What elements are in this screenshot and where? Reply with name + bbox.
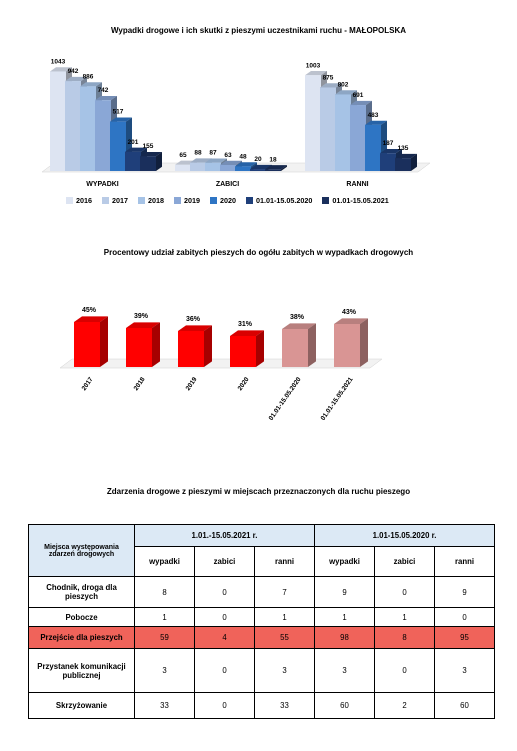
data-label: 483 [367, 111, 379, 119]
legend-swatch [322, 197, 329, 204]
table-cell: 33 [135, 693, 195, 719]
data-label: 65 [179, 151, 187, 159]
bar-front-face [74, 322, 100, 367]
data-label: 691 [352, 92, 364, 100]
table-cell: 95 [435, 627, 495, 649]
bar-side-face [308, 323, 316, 367]
col-header: zabici [375, 547, 435, 577]
data-label: 1003 [305, 62, 321, 70]
bar-front-face [220, 165, 236, 171]
table-cell: 55 [255, 627, 315, 649]
row-label: Przejście dla pieszych [29, 627, 135, 649]
period-header-2020: 1.01-15.05.2020 r. [315, 525, 495, 547]
category-label: 2017 [80, 376, 95, 392]
legend-swatch [102, 197, 109, 204]
bar-front-face [305, 75, 321, 171]
legend-label: 01.01-15.05.2021 [332, 196, 389, 205]
bar-side-face [256, 330, 264, 367]
table-cell: 0 [195, 693, 255, 719]
table-cell: 3 [255, 649, 315, 693]
bar-front-face [320, 87, 336, 171]
category-label: WYPADKI [86, 181, 119, 188]
category-label: RANNI [346, 181, 369, 188]
col-header: ranni [255, 547, 315, 577]
table-cell: 3 [135, 649, 195, 693]
table-cell: 59 [135, 627, 195, 649]
table-cell: 9 [315, 577, 375, 608]
legend-item [66, 196, 92, 205]
data-label: 36% [185, 316, 201, 323]
data-label: 45% [81, 307, 97, 314]
bar-0 [74, 316, 108, 367]
col-header: wypadki [315, 547, 375, 577]
bar-front-face [190, 163, 206, 171]
row-label: Chodnik, droga dla pieszych [29, 577, 135, 608]
table-cell: 2 [375, 693, 435, 719]
table-cell: 4 [195, 627, 255, 649]
col-header: ranni [435, 547, 495, 577]
table-cell: 1 [135, 608, 195, 627]
legend-swatch [66, 197, 73, 204]
row-label: Przystanek komunikacji publicznej [29, 649, 135, 693]
data-label: 87 [209, 149, 217, 157]
data-label: 942 [67, 68, 79, 76]
data-label: 39% [133, 313, 149, 320]
period-header-2021: 1.01.-15.05.2021 r. [135, 525, 315, 547]
bar-front-face [125, 152, 141, 171]
bar-front-face [334, 324, 360, 367]
data-label: 802 [337, 81, 349, 89]
row-label: Pobocze [29, 608, 135, 627]
bar-front-face [350, 105, 366, 171]
category-label: 01.01-15.05.2021 [319, 376, 355, 422]
bar-side-face [152, 322, 160, 367]
table-cell: 0 [375, 577, 435, 608]
data-label: 38% [289, 314, 305, 321]
table-cell: 1 [255, 608, 315, 627]
table-cell: 7 [255, 577, 315, 608]
bar-2 [178, 325, 212, 367]
table-cell: 0 [195, 649, 255, 693]
legend-label: 2018 [148, 196, 164, 205]
bar-front-face [205, 163, 221, 171]
table-row-highlighted [29, 627, 495, 649]
data-label: 875 [322, 74, 334, 82]
bar-side-face [204, 325, 212, 367]
bar-5 [334, 318, 368, 367]
chart2-plot [40, 285, 390, 435]
legend-swatch [174, 197, 181, 204]
table-cell: 98 [315, 627, 375, 649]
legend-label: 01.01-15.05.2020 [256, 196, 313, 205]
legend-item [246, 196, 312, 205]
bar-side-face [100, 316, 108, 367]
table-cell: 0 [435, 608, 495, 627]
legend-swatch [138, 197, 145, 204]
data-label: 201 [127, 138, 139, 146]
bar-3 [230, 330, 264, 367]
legend-item [322, 196, 388, 205]
row-label: Skrzyżowanie [29, 693, 135, 719]
legend-item [174, 196, 200, 205]
chart2-title: Procentowy udział zabitych pieszych do ogółu zabitych w wypadkach drogowych [103, 248, 414, 257]
category-label: 01.01-15.05.2020 [267, 376, 303, 422]
table-cell: 0 [195, 608, 255, 627]
table-row [29, 693, 495, 719]
bar-front-face [335, 94, 351, 171]
bar-front-face [65, 81, 81, 171]
bar-front-face [175, 165, 191, 171]
legend-label: 2019 [184, 196, 200, 205]
bar-front-face [140, 156, 156, 171]
bar-4 [282, 323, 316, 367]
category-label: 2020 [236, 376, 251, 392]
data-label: 48 [239, 153, 247, 161]
data-label: 742 [97, 87, 109, 95]
legend-label: 2016 [76, 196, 92, 205]
legend-swatch [210, 197, 217, 204]
bar-side-face [360, 318, 368, 367]
data-label: 1043 [50, 58, 66, 66]
bar-ranni-6 [395, 154, 417, 171]
table-corner-header: Miejsca występowania zdarzeń drogowych [29, 525, 135, 577]
table-cell: 33 [255, 693, 315, 719]
bar-front-face [395, 158, 411, 171]
table-row [29, 577, 495, 608]
table-cell: 1 [315, 608, 375, 627]
legend-label: 2020 [220, 196, 236, 205]
table-cell: 0 [195, 577, 255, 608]
chart1-plot [30, 40, 450, 190]
bar-front-face [282, 329, 308, 367]
data-label: 187 [382, 140, 394, 148]
bar-front-face [265, 169, 281, 171]
table-cell: 3 [435, 649, 495, 693]
data-label: 517 [112, 108, 124, 116]
bar-front-face [178, 331, 204, 367]
legend-item [102, 196, 128, 205]
bar-front-face [380, 153, 396, 171]
bar-1 [126, 322, 160, 367]
data-label: 18 [269, 156, 277, 164]
table-cell: 3 [315, 649, 375, 693]
data-label: 135 [397, 145, 409, 153]
table-cell: 8 [135, 577, 195, 608]
table-cell: 0 [375, 649, 435, 693]
table-title: Zdarzenia drogowe z pieszymi w miejscach przeznaczonych dla ruchu pieszego [106, 487, 411, 496]
table-cell: 60 [315, 693, 375, 719]
data-label: 43% [341, 309, 357, 316]
category-label: ZABICI [215, 181, 240, 188]
category-label: 2019 [184, 376, 199, 392]
bar-front-face [50, 71, 66, 171]
col-header: wypadki [135, 547, 195, 577]
bar-front-face [230, 336, 256, 367]
bar-front-face [80, 86, 96, 171]
bar-front-face [110, 122, 126, 171]
bar-front-face [365, 125, 381, 171]
bar-front-face [126, 328, 152, 367]
chart1-legend [66, 196, 389, 205]
bar-wypadki-6 [140, 152, 162, 171]
bar-front-face [250, 169, 266, 171]
table-cell: 1 [375, 608, 435, 627]
chart2-floor [60, 359, 382, 368]
category-label: 2018 [132, 376, 147, 392]
table-row [29, 608, 495, 627]
chart1-title: Wypadki drogowe i ich skutki z pieszymi uczestnikami ruchu - MAŁOPOLSKA [110, 26, 407, 35]
legend-label: 2017 [112, 196, 128, 205]
table-cell: 9 [435, 577, 495, 608]
data-label: 63 [224, 151, 232, 159]
legend-swatch [246, 197, 253, 204]
table-cell: 8 [375, 627, 435, 649]
bar-front-face [95, 100, 111, 171]
data-label: 886 [82, 73, 94, 81]
data-label: 31% [237, 321, 253, 328]
data-label: 88 [194, 149, 202, 157]
legend-item [210, 196, 236, 205]
table-row [29, 649, 495, 693]
data-label: 155 [142, 143, 154, 151]
table-cell: 60 [435, 693, 495, 719]
bar-front-face [235, 166, 251, 171]
col-header: zabici [195, 547, 255, 577]
legend-item [138, 196, 164, 205]
data-label: 20 [254, 156, 262, 164]
accidents-table [28, 524, 495, 719]
